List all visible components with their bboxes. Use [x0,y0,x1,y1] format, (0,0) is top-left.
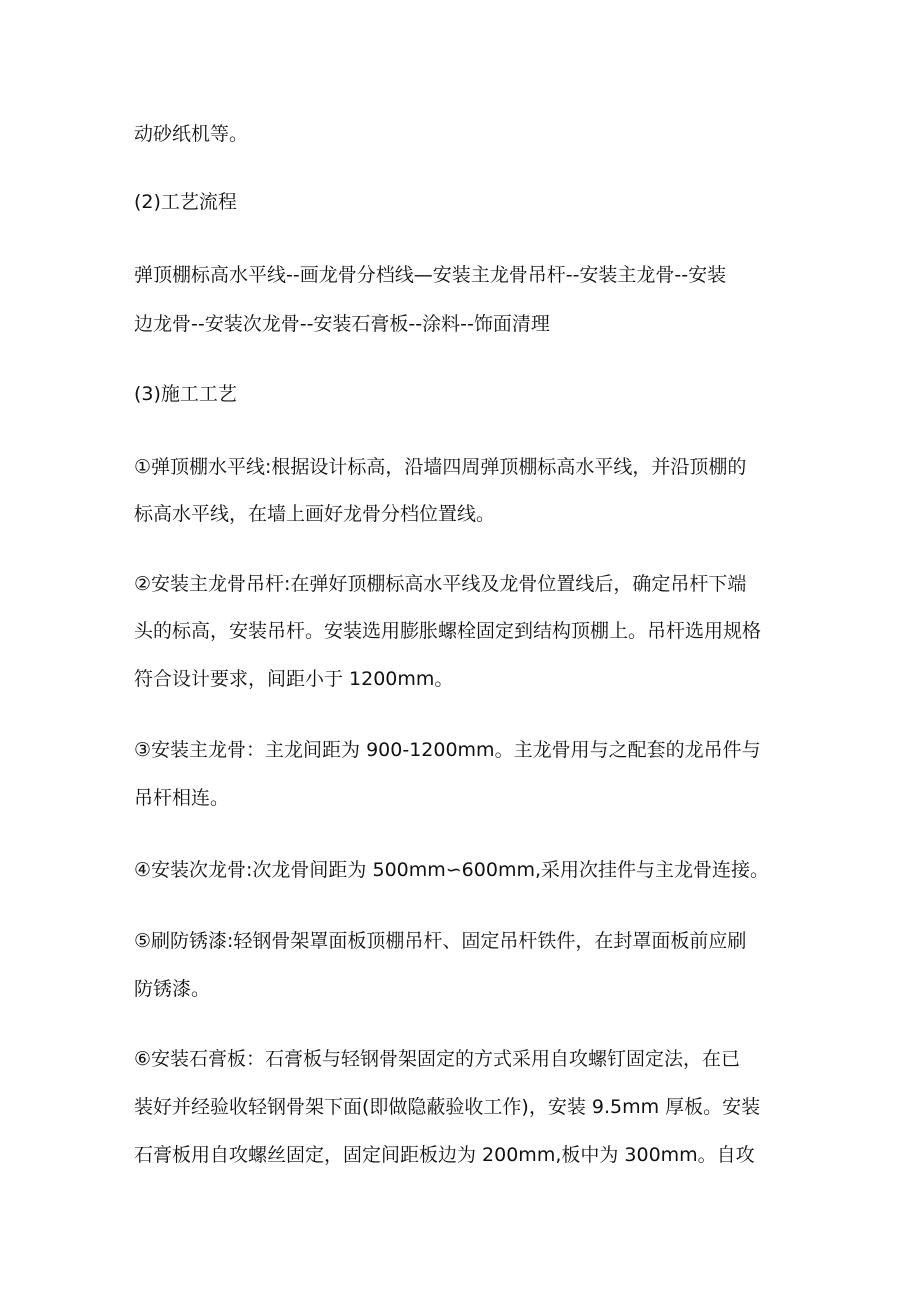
text-line: 动砂纸机等。 [134,123,249,145]
text-line: 吊杆相连。 [134,787,230,809]
text-line: ①弹顶棚水平线:根据设计标高，沿墙四周弹顶棚标高水平线，并沿顶棚的 [134,456,747,478]
text-line: ⑥安装石膏板：石膏板与轻钢骨架固定的方式采用自攻螺钉固定法，在已 [134,1048,741,1070]
text-line: 符合设计要求，间距小于 1200mm。 [134,668,454,690]
text-line: 石膏板用自攻螺丝固定，固定间距板边为 200mm,板中为 300mm。自攻 [134,1144,755,1166]
text-line: 标高水平线，在墙上画好龙骨分档位置线。 [134,503,496,525]
text-line: 弹顶棚标高水平线--画龙骨分档线—安装主龙骨吊杆--安装主龙骨--安装 [134,264,727,286]
section-heading: (3)施工工艺 [134,383,237,405]
section-heading: (2)工艺流程 [134,191,237,213]
text-line: ③安装主龙骨：主龙间距为 900-1200mm。主龙骨用与之配套的龙吊件与 [134,739,761,761]
text-line: ⑤刷防锈漆:轻钢骨架罩面板顶棚吊杆、固定吊杆铁件，在封罩面板前应刷 [134,930,747,952]
text-line: 防锈漆。 [134,978,211,1000]
text-line: 边龙骨--安装次龙骨--安装石膏板--涂料--饰面清理 [134,313,550,335]
text-line: ④安装次龙骨:次龙骨间距为 500mm∽600mm,采用次挂件与主龙骨连接。 [134,859,769,881]
text-line: ②安装主龙骨吊杆:在弹好顶棚标高水平线及龙骨位置线后，确定吊杆下端 [134,573,747,595]
text-line: 头的标高，安装吊杆。安装选用膨胀螺栓固定到结构顶棚上。吊杆选用规格 [134,620,762,642]
text-line: 装好并经验收轻钢骨架下面(即做隐蔽验收工作)，安装 9.5mm 厚板。安装 [134,1096,761,1118]
